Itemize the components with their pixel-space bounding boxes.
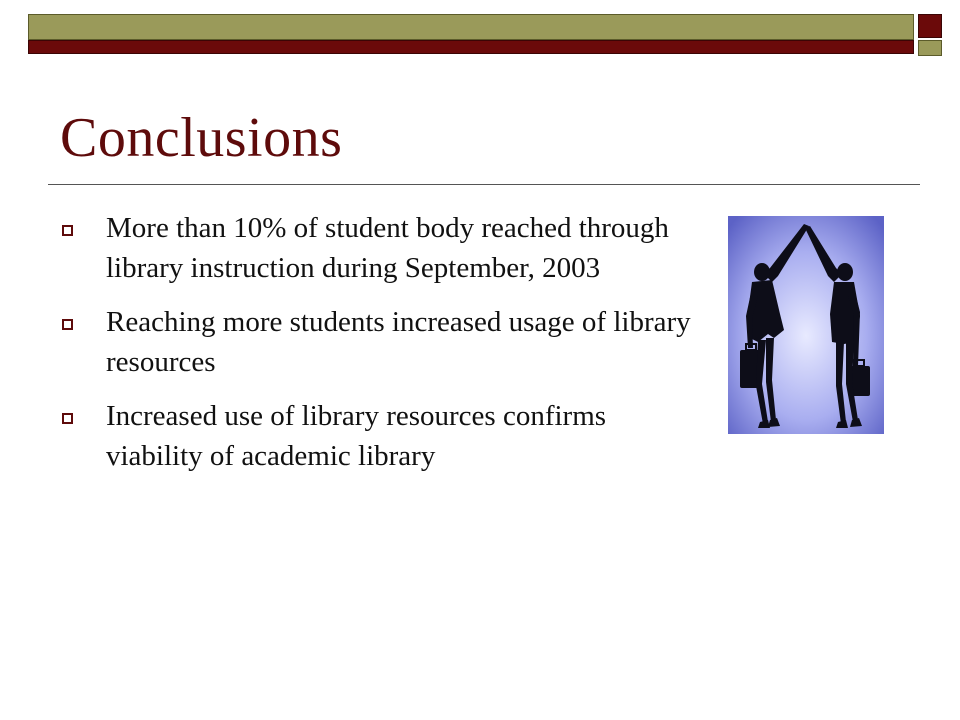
top-decorative-bar [28,14,942,56]
maroon-square [918,14,942,38]
olive-band [28,14,914,40]
bullet-text: More than 10% of student body reached through library instruction during September, 2003 [106,212,669,284]
maroon-band [28,40,914,54]
hollow-square-icon [62,413,73,424]
bullet-item [58,396,698,476]
hollow-square-icon [62,225,73,236]
silhouette-high-five-photo [728,216,884,434]
bullet-item [58,208,698,288]
bullet-text: Reaching more students increased usage of library resources [106,306,691,378]
bullet-text: Increased use of library resources confirms viability of academic library [106,400,607,472]
slide-title: Conclusions [60,107,343,169]
hollow-square-icon [62,319,73,330]
title-divider [48,184,920,185]
bullet-list [58,208,698,490]
olive-square [918,40,942,56]
bullet-item [58,302,698,382]
